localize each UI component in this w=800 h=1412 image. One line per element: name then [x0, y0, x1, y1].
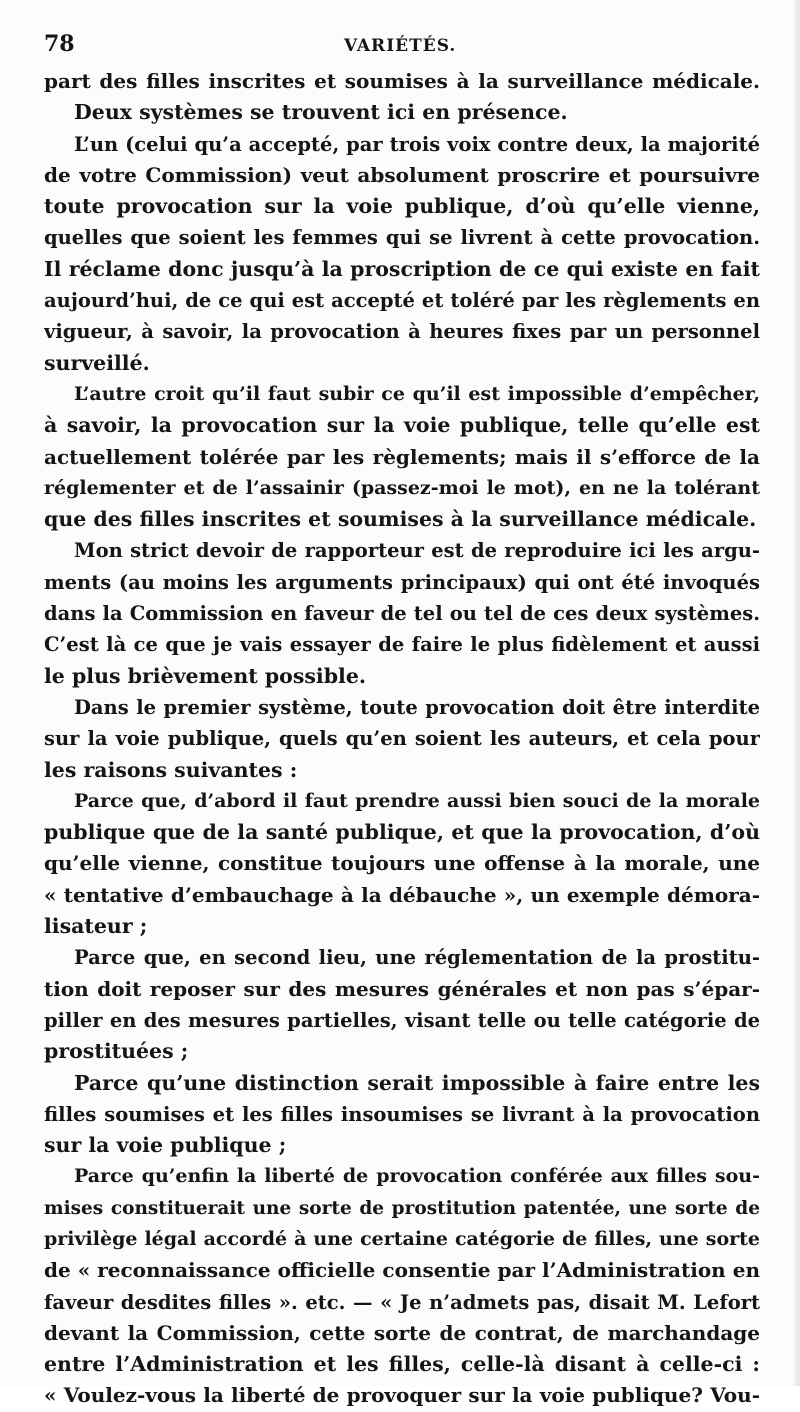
body-text: [44, 66, 760, 1412]
text-line: piller en des mesures partielles, visant telle ou telle catégorie de: [44, 1008, 760, 1032]
text-line: C’est là ce que je vais essayer de faire le plus fidèlement et aussi: [44, 633, 760, 657]
text-line: Parce que, en second lieu, une réglementation de la prostitu-: [74, 946, 760, 970]
page-header: [44, 30, 764, 58]
text-line: Il réclame donc jusqu’à la proscription de ce qui existe en fait: [44, 256, 760, 281]
text-line: quelles que soient les femmes qui se livrent à cette provocation.: [44, 226, 760, 250]
text-line: surveillé.: [44, 350, 150, 375]
text-line: actuellement tolérée par les règlements; mais il s’efforce de la: [44, 444, 760, 469]
page-edge: [794, 0, 800, 1386]
text-line: Parce qu’enfin la liberté de provocation conférée aux filles sou-: [74, 1165, 760, 1188]
text-line: qu’elle vienne, constitue toujours une offense à la morale, une: [44, 851, 760, 876]
text-line: toute provocation sur la voie publique, d’où qu’elle vienne,: [44, 194, 760, 219]
text-line: Parce qu’une distinction serait impossible à faire entre les: [74, 1070, 760, 1095]
text-line: Parce que, d’abord il faut prendre aussi bien souci de la morale: [74, 789, 760, 812]
text-line: sur la voie publique, quels qu’en soient les auteurs, et cela pour: [44, 727, 760, 751]
running-head: VARIÉTÉS.: [344, 36, 457, 56]
text-line: que des filles inscrites et soumises à la surveillance médicale.: [44, 507, 757, 532]
text-line: dans la Commission en faveur de tel ou tel de ces deux systèmes.: [44, 602, 760, 626]
text-line: tion doit reposer sur des mesures générales et non pas s’épar-: [44, 976, 760, 1001]
text-line: Mon strict devoir de rapporteur est de reproduire ici les argu-: [74, 539, 760, 563]
page-number: 78: [44, 31, 75, 57]
text-line: privilège légal accordé à une certaine catégorie de filles, une sorte: [44, 1227, 760, 1250]
text-line: « Voulez-vous la liberté de provoquer sur la voie publique? Vou-: [44, 1383, 760, 1408]
text-line: L’un (celui qu’a accepté, par trois voix contre deux, la majorité: [74, 132, 760, 156]
text-line: sur la voie publique ;: [44, 1133, 287, 1158]
text-line: part des filles inscrites et soumises à la surveillance médicale.: [44, 69, 760, 93]
text-line: aujourd’hui, de ce qui est accepté et toléré par les règlements en: [44, 289, 760, 313]
text-line: entre l’Administration et les filles, celle-là disant à celle-ci :: [44, 1352, 760, 1377]
text-line: de « reconnaissance officielle consentie par l’Administration en: [44, 1258, 760, 1283]
text-line: les raisons suivantes :: [44, 757, 298, 782]
text-line: le plus brièvement possible.: [44, 663, 367, 688]
text-line: mises constituerait une sorte de prostitution patentée, une sorte de: [44, 1197, 760, 1219]
text-line: lisateur ;: [44, 914, 148, 939]
text-line: réglementer et de l’assainir (passez-moi le mot), en ne la tolérant: [44, 476, 760, 499]
text-line: devant la Commission, cette sorte de contrat, de marchandage: [44, 1320, 760, 1345]
text-line: à savoir, la provocation sur la voie publique, telle qu’elle est: [44, 413, 760, 438]
text-line: prostituées ;: [44, 1039, 189, 1064]
text-line: ments (au moins les arguments principaux) qui ont été invoqués: [44, 570, 760, 594]
text-line: de votre Commission) veut absolument proscrire et poursuivre: [44, 162, 760, 187]
text-line: filles soumises et les filles insoumises se livrant à la provocation: [44, 1102, 760, 1126]
text-line: vigueur, à savoir, la provocation à heures fixes par un personnel: [44, 320, 760, 344]
text-line: faveur desdites filles ». etc. — « Je n’admets pas, disait M. Lefort: [44, 1290, 760, 1314]
text-line: L’autre croit qu’il faut subir ce qu’il est impossible d’empêcher,: [74, 382, 760, 405]
text-line: Deux systèmes se trouvent ici en présence.: [74, 100, 568, 125]
text-line: « tentative d’embauchage à la débauche », un exemple démora-: [44, 882, 760, 907]
text-line: Dans le premier système, toute provocation doit être interdite: [74, 695, 760, 719]
text-line: publique que de la santé publique, et que la provocation, d’où: [44, 820, 760, 845]
